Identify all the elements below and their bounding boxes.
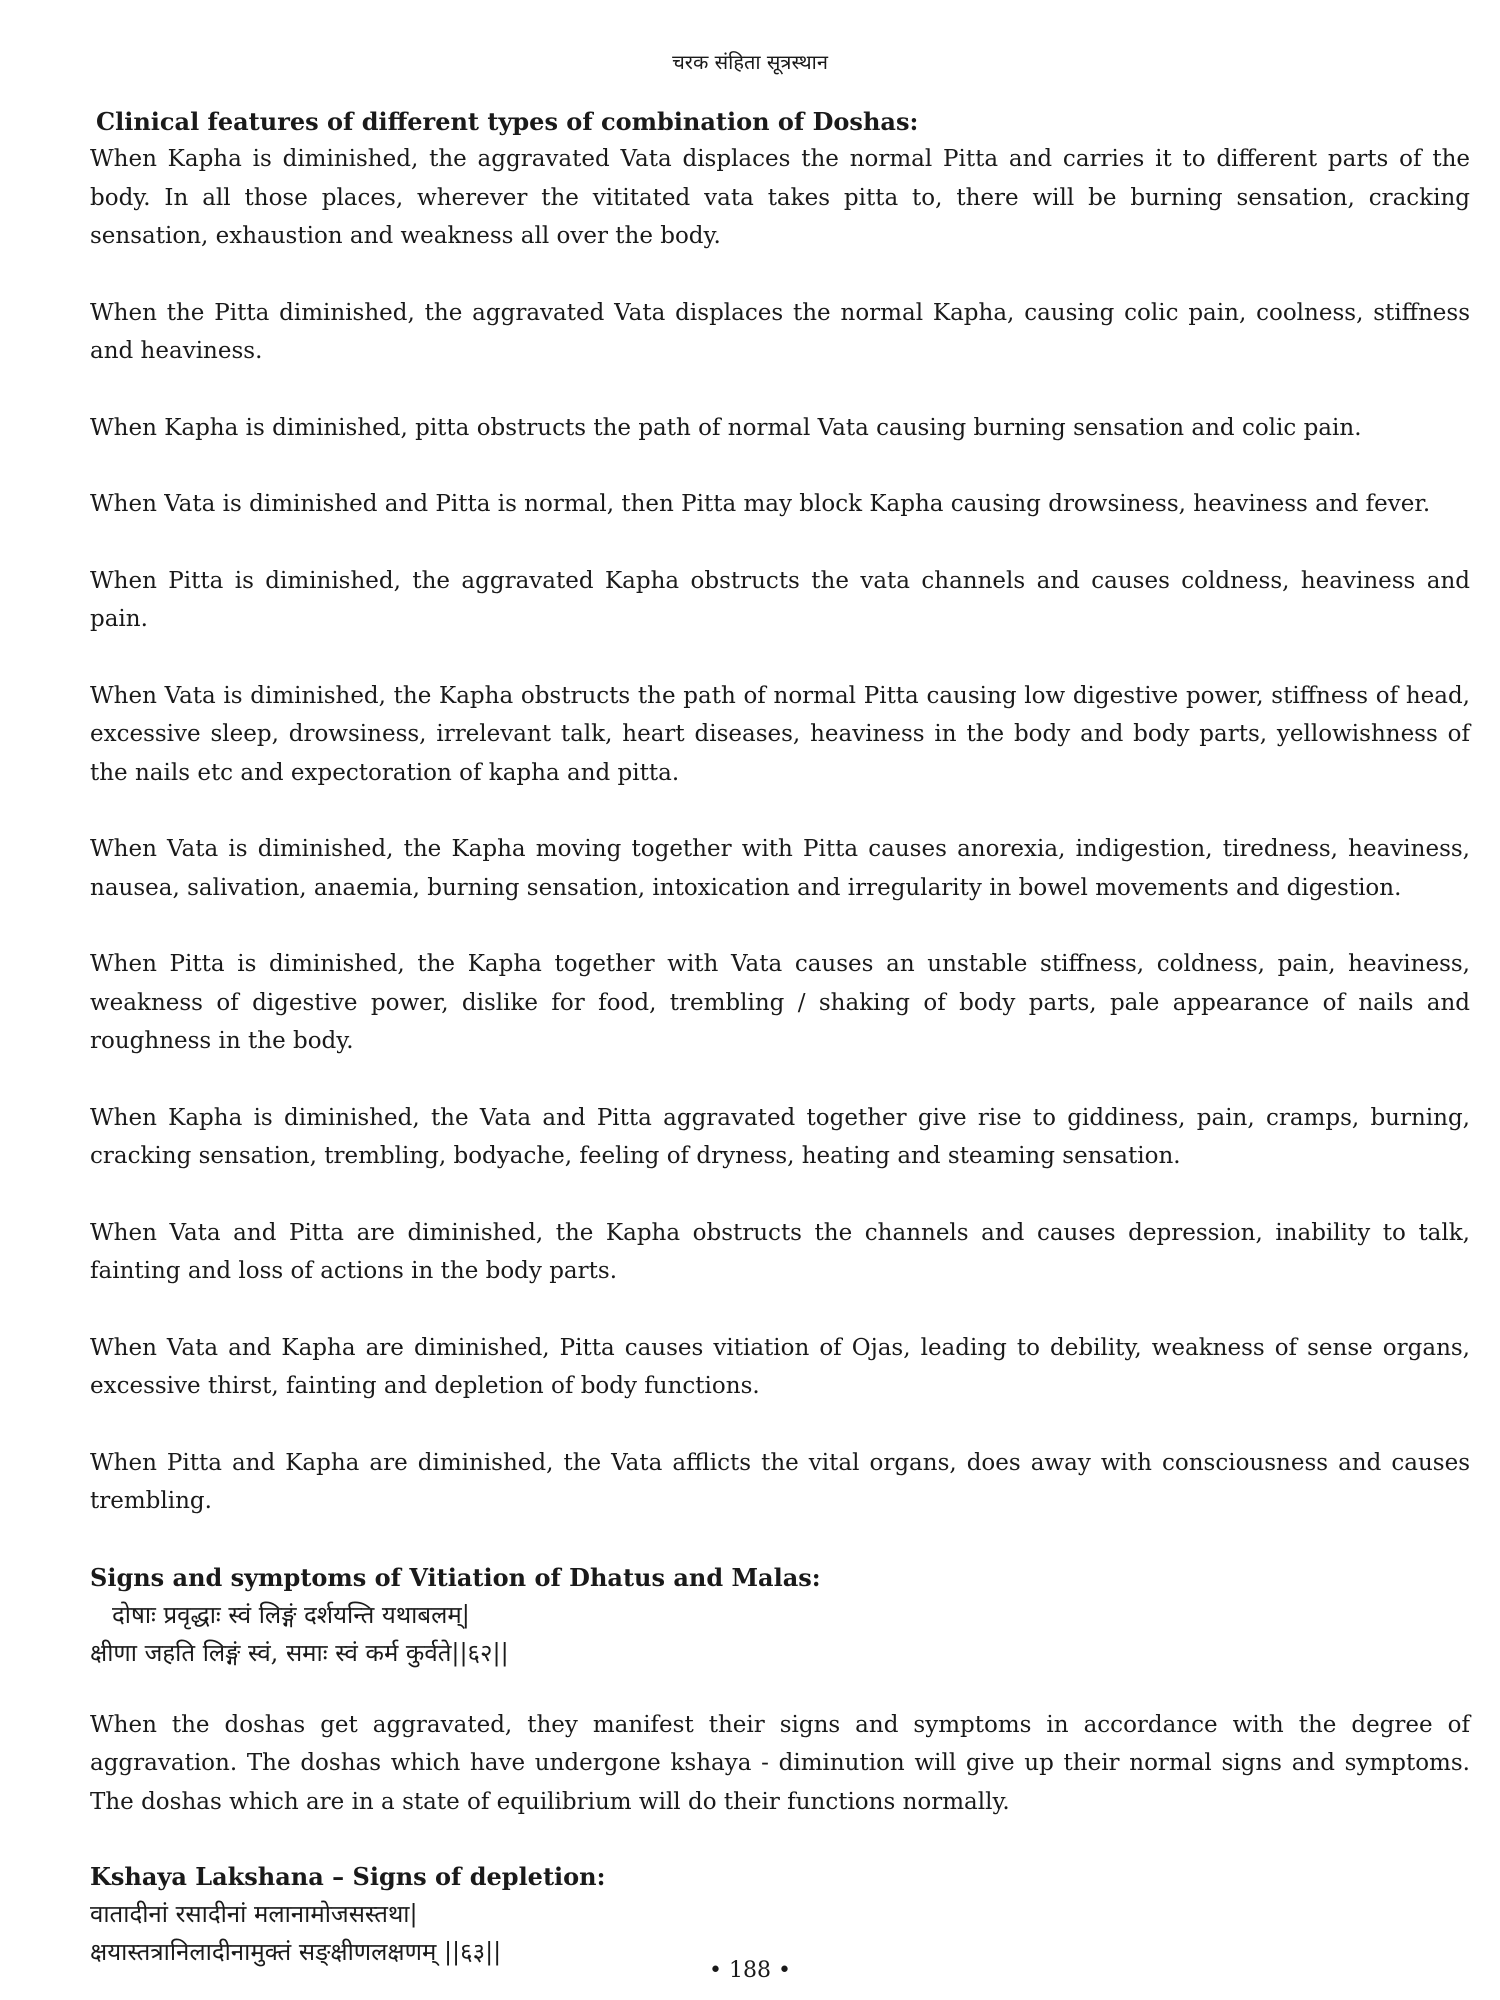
paragraph: When Pitta and Kapha are diminished, the Vata afflicts the vital organs, does away with consciousness and causes trembling. [90, 1449, 1470, 1514]
paragraph: When Kapha is diminished, the aggravated Vata displaces the normal Pitta and carries it to different parts of the body. In all those places, wherever the vititated vata takes pitta to, there will be burning sensation, cracking sensation, exhaustion and weakness all over the body. [90, 146, 1470, 249]
sanskrit-verse-62 [90, 1596, 1470, 1672]
verse-line: क्षीणा जहति लिङ्गं स्वं, समाः स्वं कर्म कुर्वते||६२|| [90, 1638, 509, 1667]
section-heading-vitiation-signs: Signs and symptoms of Vitiation of Dhatus and Malas: [90, 1562, 821, 1592]
paragraph: When the Pitta diminished, the aggravated Vata displaces the normal Kapha, causing colic pain, coolness, stiffness and heaviness. [90, 299, 1470, 364]
paragraph: When Vata is diminished, the Kapha obstructs the path of normal Pitta causing low digestive power, stiffness of head, excessive sleep, drowsiness, irrelevant talk, heart diseases, heaviness in the body and body parts, yellowishness of the nails etc and expectoration of kapha and pitta. [90, 682, 1470, 786]
page-content [90, 104, 1470, 1971]
section-heading-dosha-combinations: Clinical features of different types of combination of Doshas: [96, 107, 919, 136]
paragraph: When Vata is diminished, the Kapha moving together with Pitta causes anorexia, indigestion, tiredness, heaviness, nausea, salivation, anaemia, burning sensation, intoxication and irregularity in bowel movements and digestion. [90, 836, 1470, 901]
paragraph: When Pitta is diminished, the aggravated Kapha obstructs the vata channels and causes coldness, heaviness and pain. [90, 567, 1470, 632]
paragraph: When Kapha is diminished, pitta obstructs the path of normal Vata causing burning sensation and colic pain. [90, 414, 1362, 441]
paragraph: When the doshas get aggravated, they manifest their signs and symptoms in accordance with the degree of aggravation. The doshas which have undergone kshaya - diminution will give up their normal signs and symptoms. The doshas which are in a state of equilibrium will do their functions normally. [90, 1711, 1470, 1815]
running-header: चरक संहिता सूत्रस्थान [672, 50, 828, 74]
paragraph: When Vata and Kapha are diminished, Pitta causes vitiation of Ojas, leading to debility, weakness of sense organs, excessive thirst, fainting and depletion of body functions. [90, 1334, 1470, 1399]
verse-line: वातादीनां रसादीनां मलानामोजसस्तथा| [90, 1900, 418, 1928]
verse-line: क्षयास्तत्रानिलादीनामुक्तं सङ्क्षीणलक्षणम् ||६३|| [90, 1938, 502, 1966]
paragraph: When Kapha is diminished, the Vata and Pitta aggravated together give rise to giddiness, pain, cramps, burning, cracking sensation, trembling, bodyache, feeling of dryness, heating and steaming sensation. [90, 1104, 1470, 1169]
paragraph: When Pitta is diminished, the Kapha together with Vata causes an unstable stiffness, coldness, pain, heaviness, weakness of digestive power, dislike for food, trembling / shaking of body parts, pale appearance of nails and roughness in the body. [90, 951, 1470, 1054]
verse-line: दोषाः प्रवृद्धाः स्वं लिङ्गं दर्शयन्ति यथाबलम्| [112, 1600, 470, 1629]
paragraph: When Vata and Pitta are diminished, the Kapha obstructs the channels and causes depression, inability to talk, fainting and loss of actions in the body parts. [90, 1219, 1470, 1284]
page-number: • 188 • [709, 1958, 791, 1983]
paragraph: When Vata is diminished and Pitta is normal, then Pitta may block Kapha causing drowsiness, heaviness and fever. [90, 491, 1431, 517]
section-heading-kshaya-lakshana: Kshaya Lakshana – Signs of depletion: [90, 1862, 606, 1891]
